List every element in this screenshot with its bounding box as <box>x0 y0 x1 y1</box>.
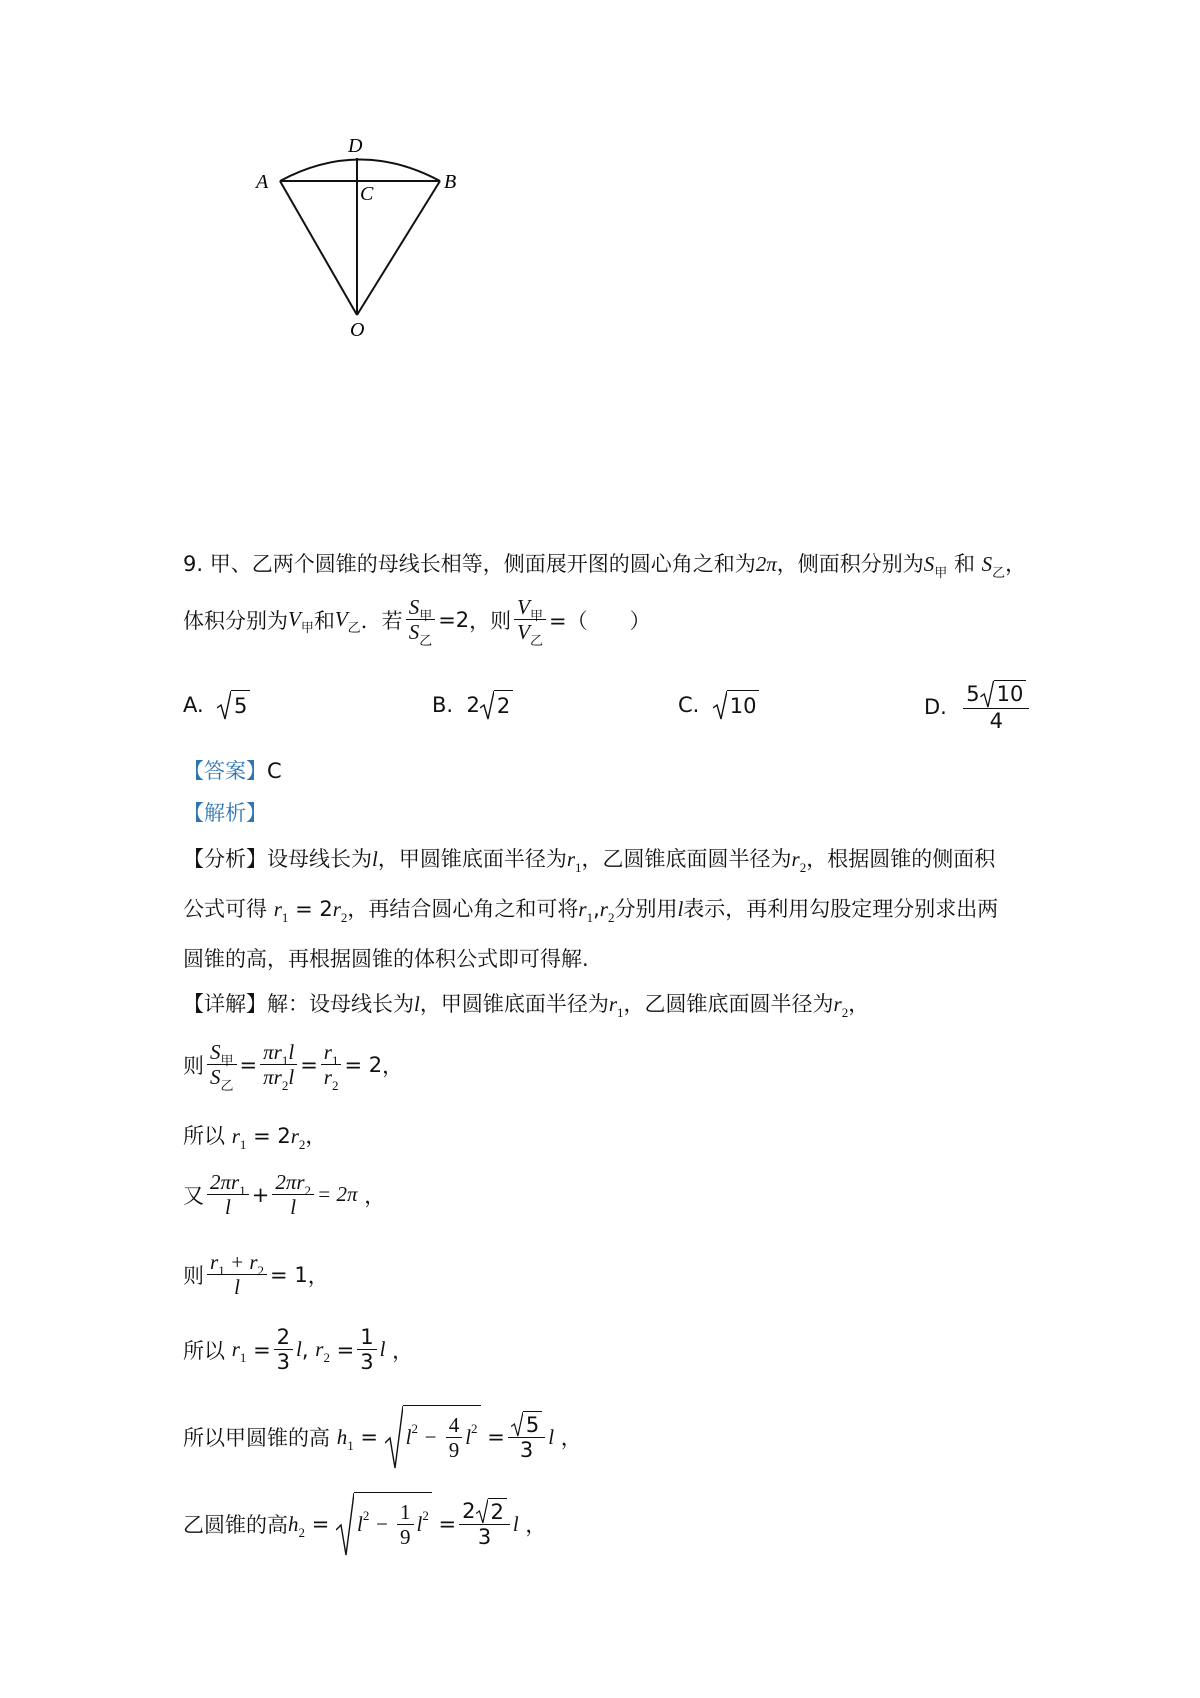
sqrt-5: 5 <box>217 690 250 720</box>
question-number: 9. <box>183 552 204 576</box>
line2-c: ，则 <box>469 608 512 633</box>
label-b: B <box>444 171 457 193</box>
arc-ab <box>280 160 440 182</box>
option-c-label: C. <box>678 693 700 717</box>
sqrt-2: 2 <box>480 690 513 720</box>
ratio-s: $\frac{S_甲}{S_乙}$ <box>406 595 436 644</box>
option-c[interactable] <box>678 690 759 720</box>
sector-figure <box>250 130 480 360</box>
sqrt-h2: l 2 − $\frac{1}{9}$ l 2 <box>336 1492 432 1556</box>
option-b-coef: 2 <box>466 693 480 717</box>
line2-a: 体积分别为 <box>183 608 288 633</box>
detail-r1-2r2: 所以 $r_1 = 2r_2$， <box>183 1124 327 1152</box>
detail-radii: 所以 $r_1$ = $\frac{2}{3}$ l , $r_2$ = $\frac{1}{3}$ l ， <box>183 1325 414 1375</box>
label-a: A <box>256 171 269 193</box>
radius-oa <box>280 181 357 315</box>
comma: ， <box>1005 552 1027 576</box>
sqrt-h1: l 2 − $\frac{4}{9}$ l 2 <box>385 1405 481 1469</box>
option-a-label: A. <box>183 693 204 717</box>
answer-line <box>183 755 282 785</box>
option-b[interactable] <box>432 690 513 720</box>
v-yi: $V_乙$ <box>334 607 361 636</box>
detail-sum-ratio: 则 $\frac{r_1 + r_2}{l}$ = 1 ， <box>183 1250 329 1300</box>
fenxi-line-1: 【分析】设母线长为l，甲圆锥底面半径为$r_1$，乙圆锥底面圆半径为$r_2$，根据圆锥的侧面积 <box>183 847 996 875</box>
s-jia: $S_甲$ <box>923 552 948 580</box>
s-yi: $S_乙$ <box>981 552 1006 580</box>
fenxi-line-3: 圆锥的高，再根据圆锥的体积公式即可得解. <box>183 947 589 971</box>
fenxi-line-2: 公式可得 $r_1 = 2r_2$，再结合圆心角之和可将$r_1,r_2$分别用l表示，再利用勾股定理分别求出两 <box>183 897 999 925</box>
analysis-tag: 【解析】 <box>183 801 267 825</box>
label-o: O <box>350 319 365 341</box>
sqrt-10: 10 <box>713 690 760 720</box>
two-pi: 2π <box>755 552 777 576</box>
ratio-v: $\frac{V_甲}{V_乙}$ <box>514 595 546 644</box>
line2-b: ．若 <box>360 608 403 633</box>
option-b-label: B. <box>432 693 454 717</box>
detail-line-1: 【详解】解：设母线长为l，甲圆锥底面半径为$r_1$，乙圆锥底面圆半径为$r_2$， <box>183 992 870 1020</box>
question-line-2 <box>183 595 651 649</box>
and-word: 和 <box>953 552 975 576</box>
and-word-2: 和 <box>313 608 335 633</box>
detail-h1: 所以甲圆锥的高 $h_1$ = l 2 − $\frac{4}{9}$ l 2 = $\frac{5}{3}$ l ， <box>183 1405 582 1469</box>
option-d-frac: 5 10 4 <box>963 680 1029 733</box>
option-d-label: D. <box>924 694 947 719</box>
option-d[interactable] <box>924 680 1032 733</box>
answer-tag: 【答案】 <box>183 759 267 783</box>
label-c: C <box>360 183 374 205</box>
detail-h2: 乙圆锥的高 $h_2$ = l 2 − $\frac{1}{9}$ l 2 = 2 2 3 l ， <box>183 1492 546 1556</box>
eq-paren: =（ ） <box>549 608 651 633</box>
detail-angle-sum: 又 $\frac{2\pi r_1}{l}$ + $\frac{2\pi r_2}{l}$ = 2π ， <box>183 1170 386 1220</box>
question-text-2: ，侧面积分别为 <box>776 552 924 576</box>
label-d: D <box>348 135 363 157</box>
question-line-1 <box>183 548 1026 578</box>
fenxi-tag: 【分析】 <box>183 847 267 871</box>
option-a[interactable] <box>183 690 250 720</box>
answer-value: C <box>267 759 282 783</box>
detail-tag: 【详解】 <box>183 992 267 1016</box>
eq2: =2 <box>438 607 470 632</box>
question-text-1: 甲、乙两个圆锥的母线长相等，侧面展开图的圆心角之和为 <box>209 552 756 576</box>
detail-eq-ratio: 则 $\frac{S_甲}{S_乙}$ = $\frac{\pi r_1l}{\pi r_2l}$ = $\frac{r_1}{r_2}$ = 2 ， <box>183 1040 404 1094</box>
v-jia: $V_甲$ <box>288 607 314 636</box>
